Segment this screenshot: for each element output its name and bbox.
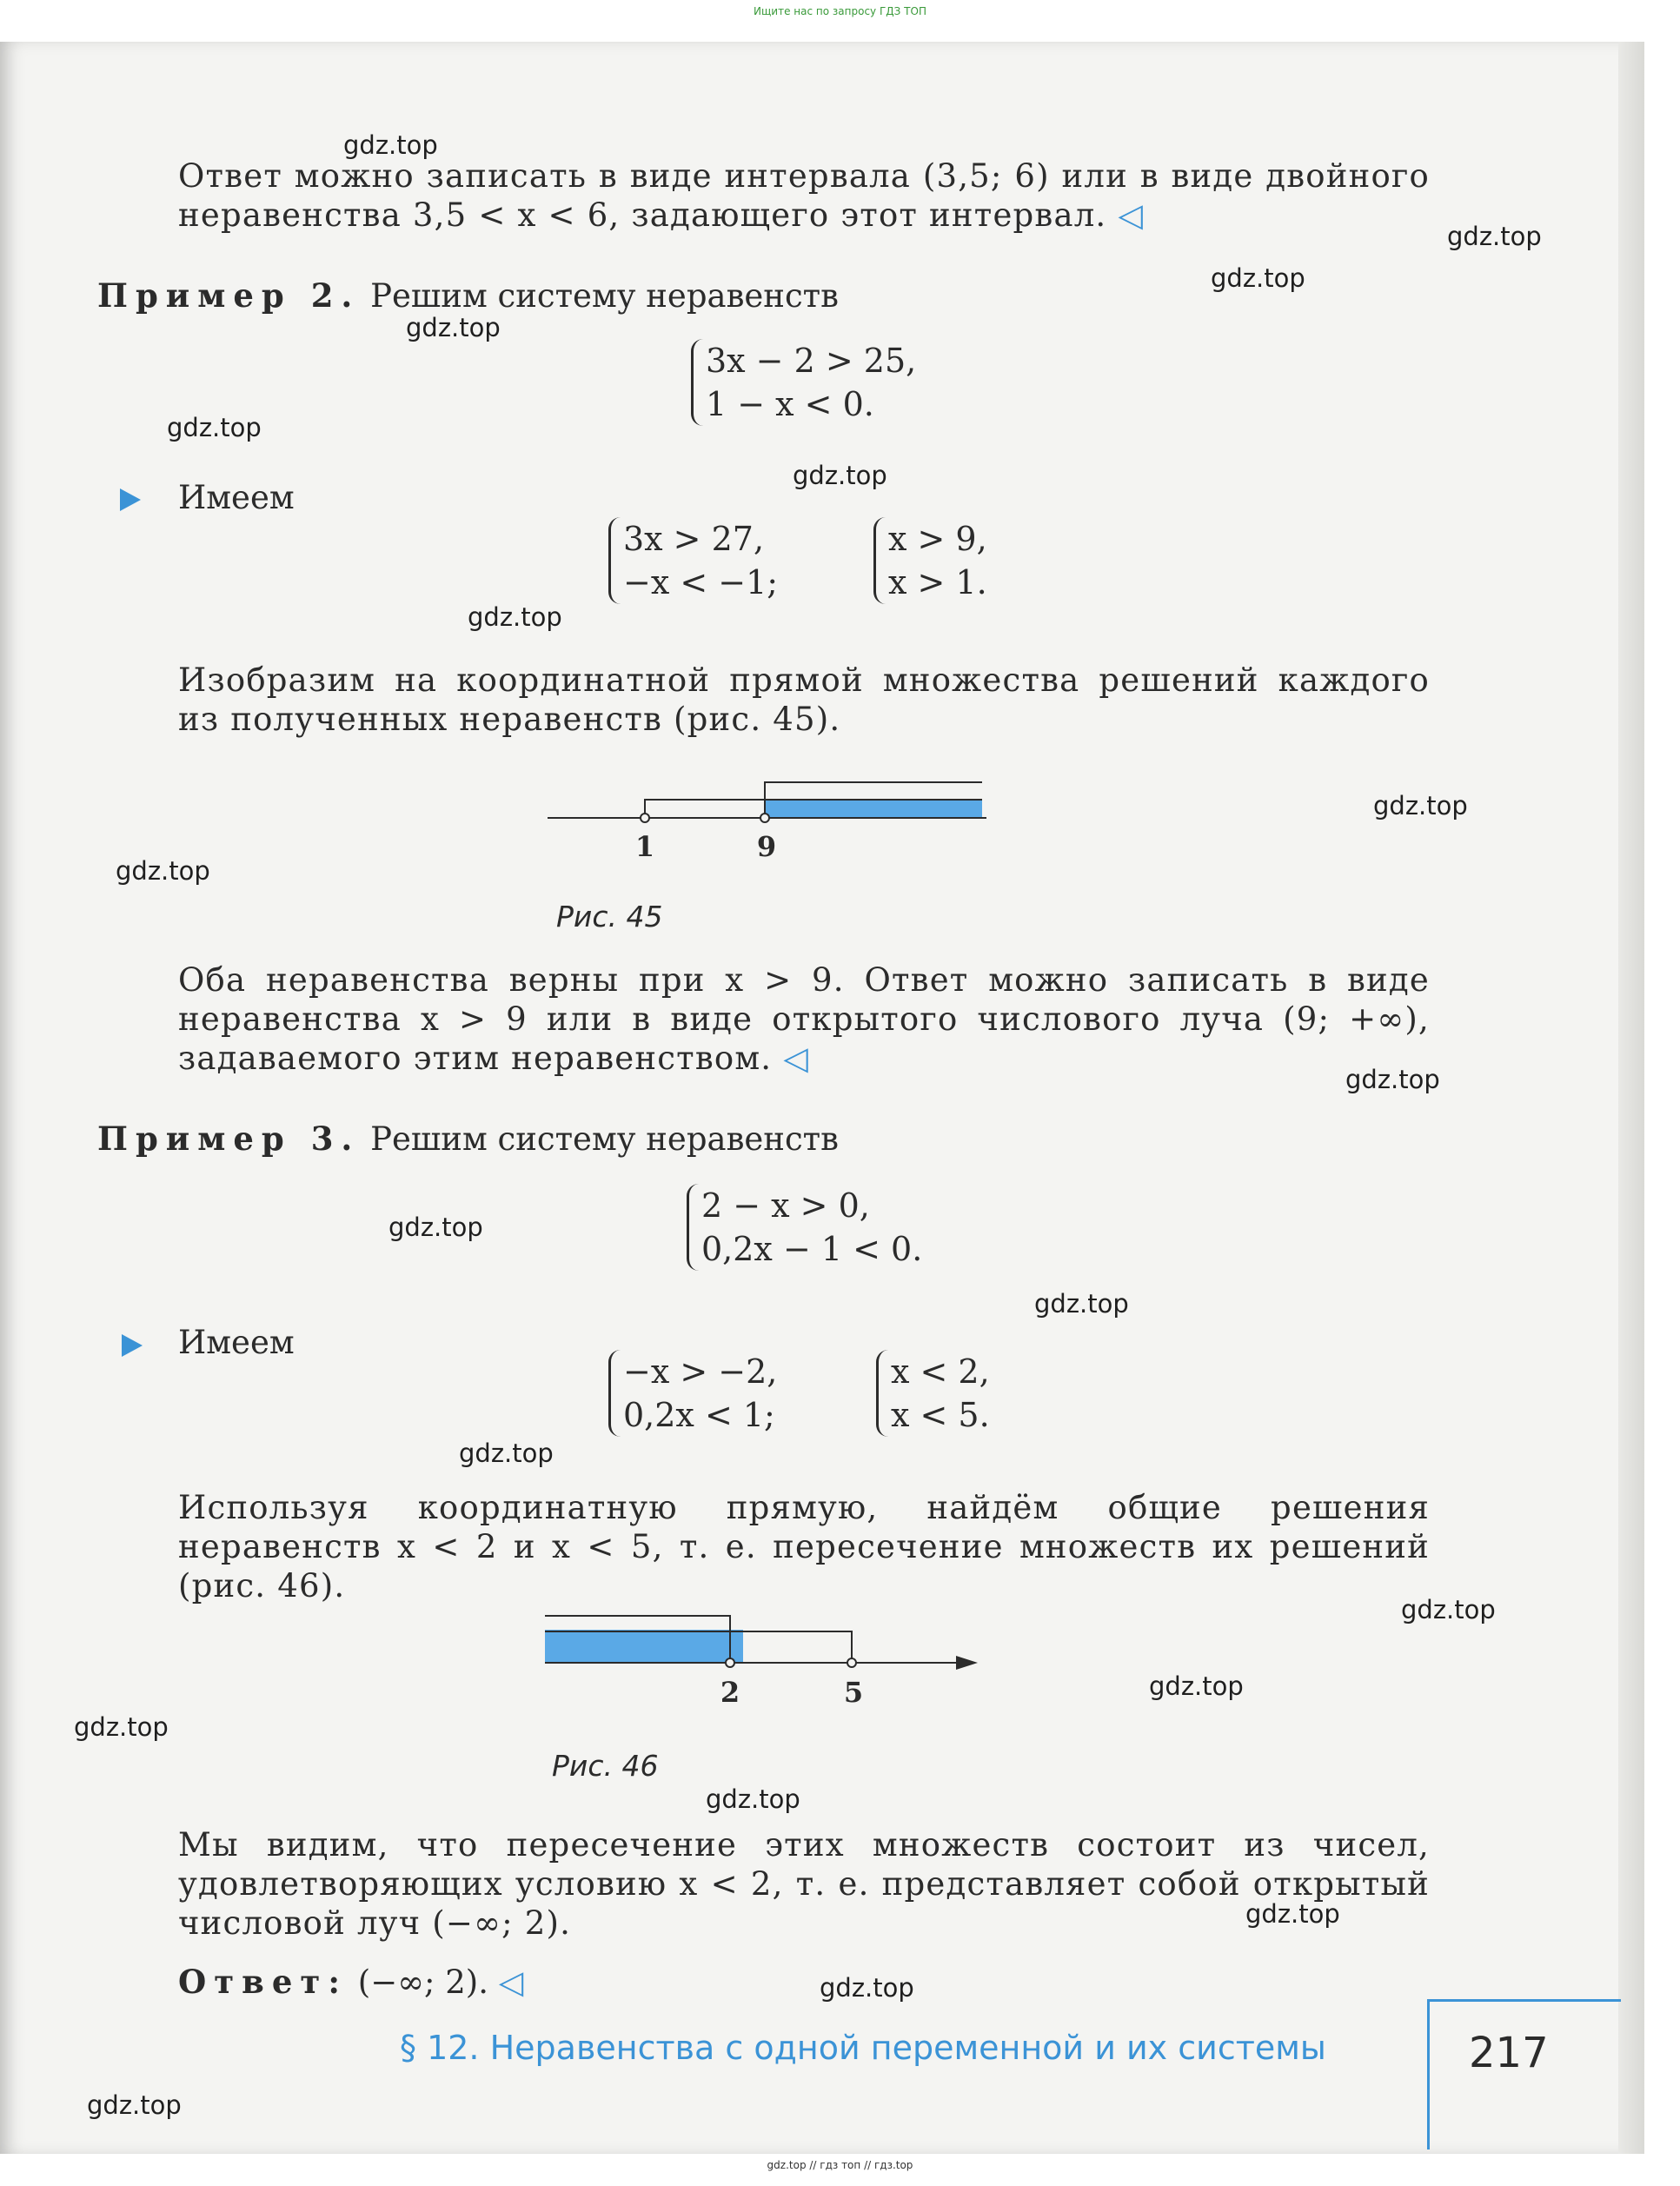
paragraph-interval-answer: Ответ можно записать в виде интервала (3,5; 6) или в виде двойного неравенства 3,5 < x < 6, задающего этот интервал. ◁ [178, 157, 1430, 234]
open-point-1 [641, 814, 649, 822]
open-point-5 [847, 1658, 856, 1667]
example-3-answer: Ответ: (−∞; 2). ◁ [178, 1963, 524, 2001]
solution-fill-x-lt-2 [545, 1630, 743, 1663]
watermark: gdz.top [459, 1439, 554, 1468]
watermark: gdz.top [1447, 222, 1542, 251]
watermark: gdz.top [1149, 1671, 1244, 1701]
paragraph-example-2-answer: Оба неравенства верны при x > 9. Ответ можно записать в виде неравенства x > 9 или в виде открытого числового луча (9; +∞), задаваемого этим неравенством. ◁ [178, 961, 1430, 1077]
watermark: gdz.top [74, 1712, 169, 1742]
example-2-system-b: x > 9, x > 1. [873, 517, 987, 604]
watermark: gdz.top [406, 313, 501, 342]
bullet-icon [120, 488, 141, 511]
have-label: Имеем [178, 1324, 295, 1361]
end-mark-icon: ◁ [783, 1040, 809, 1077]
bullet-icon [122, 1334, 143, 1357]
page-edge [1618, 42, 1644, 2154]
have-label: Имеем [178, 479, 295, 516]
tick-label-1: 1 [634, 830, 655, 863]
watermark: gdz.top [1373, 791, 1468, 821]
end-mark-icon: ◁ [498, 1963, 524, 2001]
example-3-system-a: −x > −2, 0,2x < 1; [608, 1350, 777, 1437]
example-2-system-a: 3x > 27, −x < −1; [608, 517, 778, 604]
figure-45-caption: Рис. 45 [556, 900, 663, 934]
end-mark-icon: ◁ [1118, 196, 1145, 234]
watermark: gdz.top [706, 1784, 800, 1814]
figure-46-caption: Рис. 46 [552, 1749, 659, 1783]
watermark: gdz.top [793, 461, 887, 490]
page-number: 217 [1469, 2029, 1549, 2077]
example-2-system: 3x − 2 > 25, 1 − x < 0. [691, 339, 916, 426]
example-3-heading: Пример 3. Решим систему неравенств [97, 1120, 839, 1158]
paragraph-use-line: Используя координатную прямую, найдём общие решения неравенств x < 2 и x < 5, т. е. пересечение множеств их решений (рис. 46). [178, 1489, 1430, 1605]
paragraph-draw-sets: Изобразим на координатной прямой множества решений каждого из полученных неравенств (рис. 45). [178, 661, 1430, 738]
example-3-system-b: x < 2, x < 5. [876, 1350, 990, 1437]
watermark: gdz.top [1245, 1899, 1340, 1929]
watermark: gdz.top [167, 413, 262, 442]
watermark: gdz.top [116, 856, 210, 886]
example-3-system: 2 − x > 0, 0,2x − 1 < 0. [687, 1184, 922, 1271]
watermark: gdz.top [388, 1213, 483, 1242]
section-title: § 12. Неравенства с одной переменной и их системы [400, 2029, 1326, 2067]
watermark: gdz.top [1345, 1065, 1440, 1094]
watermark: gdz.top [1034, 1289, 1129, 1319]
watermark: gdz.top [343, 130, 438, 160]
bottom-note: gdz.top // гдз топ // гдз.top [767, 2159, 913, 2171]
watermark: gdz.top [1211, 263, 1305, 293]
watermark: gdz.top [87, 2090, 182, 2120]
solution-fill-x-gt-9 [765, 799, 982, 818]
paragraph-intersection: Мы видим, что пересечение этих множеств состоит из чисел, удовлетворяющих условию x < 2, т. е. представляет собой открытый числовой луч (−∞; 2). [178, 1826, 1430, 1942]
tick-label-2: 2 [720, 1676, 740, 1709]
figure-45 [539, 778, 1008, 874]
example-2-heading: Пример 2. Решим систему неравенств [97, 276, 839, 315]
watermark: gdz.top [1401, 1595, 1496, 1625]
arrow-head-icon [956, 1656, 978, 1670]
open-point-9 [760, 814, 769, 822]
tick-label-9: 9 [756, 830, 777, 863]
watermark: gdz.top [468, 602, 562, 632]
tick-label-5: 5 [843, 1676, 864, 1709]
figure-46 [535, 1612, 986, 1717]
top-note: Ищите нас по запросу ГДЗ ТОП [754, 5, 926, 17]
open-point-2 [726, 1658, 734, 1667]
watermark: gdz.top [820, 1973, 914, 2003]
